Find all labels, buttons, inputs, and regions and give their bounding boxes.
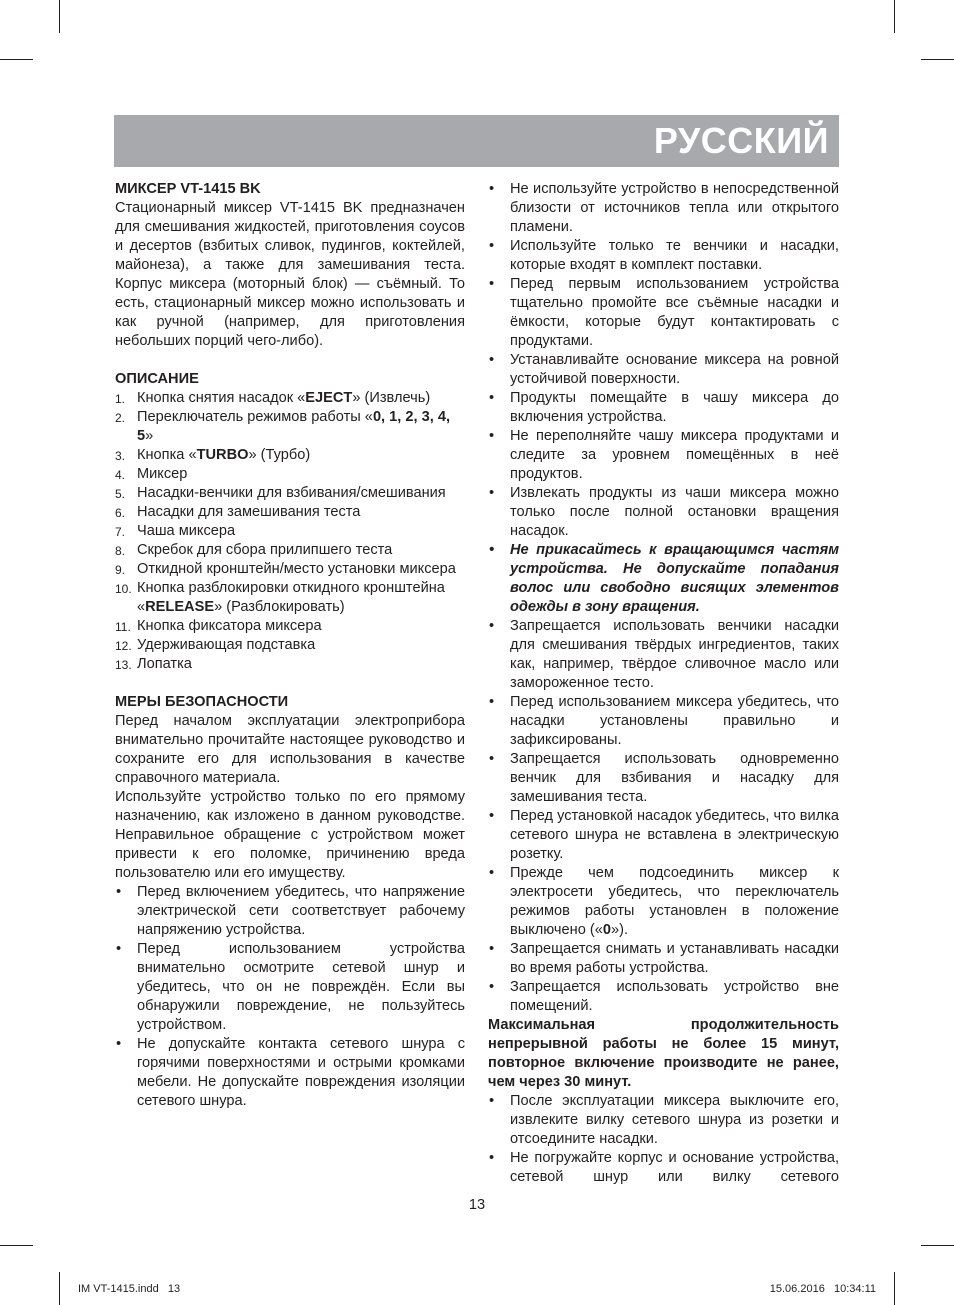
parts-list-item: 3. Кнопка «TURBO» (Турбо) — [115, 447, 311, 463]
safety-list-item: • Перед использованием устройства внимательно осмотрите сетевой шнур и убедитесь, что он не повреждён. Если вы обнаружили повреждение, не пользуйтесь устройством. — [115, 940, 465, 1035]
safety-list-item: • Не погружайте корпус и основание устройства, сетевой шнур или вилку сетевого — [488, 1149, 839, 1187]
safety-list-item: • Перед использованием миксера убедитесь, что насадки установлены правильно и зафиксированы. — [488, 693, 839, 750]
safety-list — [488, 1092, 839, 1187]
crop-mark — [921, 1245, 954, 1246]
safety-list-item: • Продукты помещайте в чашу миксера до включения устройства. — [488, 389, 839, 427]
parts-list-item: 11. Кнопка фиксатора миксера — [115, 618, 322, 634]
parts-list-item: 8. Скребок для сбора прилипшего теста — [115, 542, 393, 558]
print-datetime-label: 15.06.2016 10:34:11 — [769, 1283, 876, 1295]
safety-list — [488, 180, 839, 1016]
crop-mark — [0, 59, 33, 60]
language-title: РУССКИЙ — [653, 120, 829, 161]
description-heading: ОПИСАНИЕ — [115, 371, 199, 387]
safety-list-item: • Перед первым использованием устройства тщательно промойте все съёмные насадки и ёмкости, которые будут контактировать с продуктами. — [488, 275, 839, 351]
crop-mark — [59, 0, 60, 33]
safety-list-item: • Используйте только те венчики и насадки, которые входят в комплект поставки. — [488, 237, 839, 275]
safety-list-item: • Перед установкой насадок убедитесь, что вилка сетевого шнура не вставлена в электрическую розетку. — [488, 807, 839, 864]
page-number: 13 — [468, 1197, 486, 1213]
parts-list-item: 4. Миксер — [115, 466, 188, 482]
parts-list-item: 13. Лопатка — [115, 656, 192, 672]
left-column — [115, 180, 465, 1111]
parts-list-item: 6. Насадки для замешивания теста — [115, 504, 361, 520]
safety-list-item: • Запрещается снимать и устанавливать насадки во время работы устройства. — [488, 940, 839, 978]
safety-paragraph: Перед началом эксплуатации электроприбора внимательно прочитайте настоящее руководство и сохраните его для использования в качестве справочного материала. — [115, 713, 465, 786]
safety-paragraph: Используйте устройство только по его прямому назначению, как изложено в данном руководстве. Неправильное обращение с устройством может привести к его поломке, причинению вреда пользователю или его имуществу. — [115, 789, 465, 881]
parts-list-item: 7. Чаша миксера — [115, 523, 236, 539]
safety-list-item: • Не переполняйте чашу миксера продуктами и следите за уровнем помещённых в неё продуктов. — [488, 427, 839, 484]
crop-mark — [894, 0, 895, 33]
safety-list-item: • Запрещается использовать венчики насадки для смешивания твёрдых ингредиентов, таких как, например, твёрдое сливочное масло или замороженное тесто. — [488, 617, 839, 693]
parts-list-item: 9. Откидной кронштейн/место установки миксера — [115, 561, 456, 577]
safety-list-item: • Извлекать продукты из чаши миксера можно только после полной остановки вращения насадок. — [488, 484, 839, 541]
crop-mark — [894, 1272, 895, 1305]
parts-list-item: 5. Насадки-венчики для взбивания/смешивания — [115, 485, 446, 501]
parts-list-item: 12. Удерживающая подставка — [115, 637, 316, 653]
intro-paragraph: Стационарный миксер VT-1415 BK предназначен для смешивания жидкостей, приготовления соусов и десертов (взбитых сливок, пудингов, коктейлей, майонеза), а также для замешивания теста. Корпус миксера (моторный блок) — съёмный. То есть, стационарный миксер можно использовать и как ручной (например, для приготовления небольших порций чего-либо). — [115, 200, 465, 349]
product-title: МИКСЕР VT-1415 BK — [115, 181, 261, 197]
safety-list-item: • Не используйте устройство в непосредственной близости от источников тепла или открытого пламени. — [488, 180, 839, 237]
safety-list-item: • Прежде чем подсоединить миксер к электросети убедитесь, что переключатель режимов работы установлен в положение выключено («0»). — [488, 864, 839, 940]
crop-mark — [0, 1245, 33, 1246]
parts-list — [115, 389, 465, 674]
max-operation-note: Максимальная продолжительность непрерывной работы не более 15 минут, повторное включение производите не ранее, чем через 30 минут. — [488, 1017, 839, 1090]
parts-list-item: 10. Кнопка разблокировки откидного кронштейна «RELEASE» (Разблокировать) — [115, 580, 445, 615]
safety-list-item: • Запрещается использовать устройство вне помещений. — [488, 978, 839, 1016]
safety-list-item: • Не допускайте контакта сетевого шнура с горячими поверхностями и острыми кромками мебели. Не допускайте повреждения изоляции сетевого шнура. — [115, 1035, 465, 1111]
parts-list-item: 1. Кнопка снятия насадок «EJECT» (Извлечь) — [115, 390, 431, 406]
safety-list-item: • После эксплуатации миксера выключите его, извлеките вилку сетевого шнура из розетки и отсоедините насадки. — [488, 1092, 839, 1149]
safety-list-item: • Запрещается использовать одновременно венчик для взбивания и насадку для замешивания теста. — [488, 750, 839, 807]
right-column — [488, 180, 839, 1187]
safety-warning-item: • Не прикасайтесь к вращающимся частям устройства. Не допускайте попадания волос или свободно висящих элементов одежды в зону вращения. — [488, 541, 839, 617]
safety-list-item: • Перед включением убедитесь, что напряжение электрической сети соответствует рабочему напряжению устройства. — [115, 883, 465, 940]
safety-list — [115, 883, 465, 1111]
crop-mark — [59, 1272, 60, 1305]
crop-mark — [921, 59, 954, 60]
language-header-band — [114, 115, 839, 167]
print-file-label: IM VT-1415.indd 13 — [78, 1283, 181, 1295]
safety-list-item: • Устанавливайте основание миксера на ровной устойчивой поверхности. — [488, 351, 839, 389]
parts-list-item: 2. Переключатель режимов работы «0, 1, 2, 3, 4, 5» — [115, 409, 451, 444]
safety-heading: МЕРЫ БЕЗОПАСНОСТИ — [115, 694, 289, 710]
